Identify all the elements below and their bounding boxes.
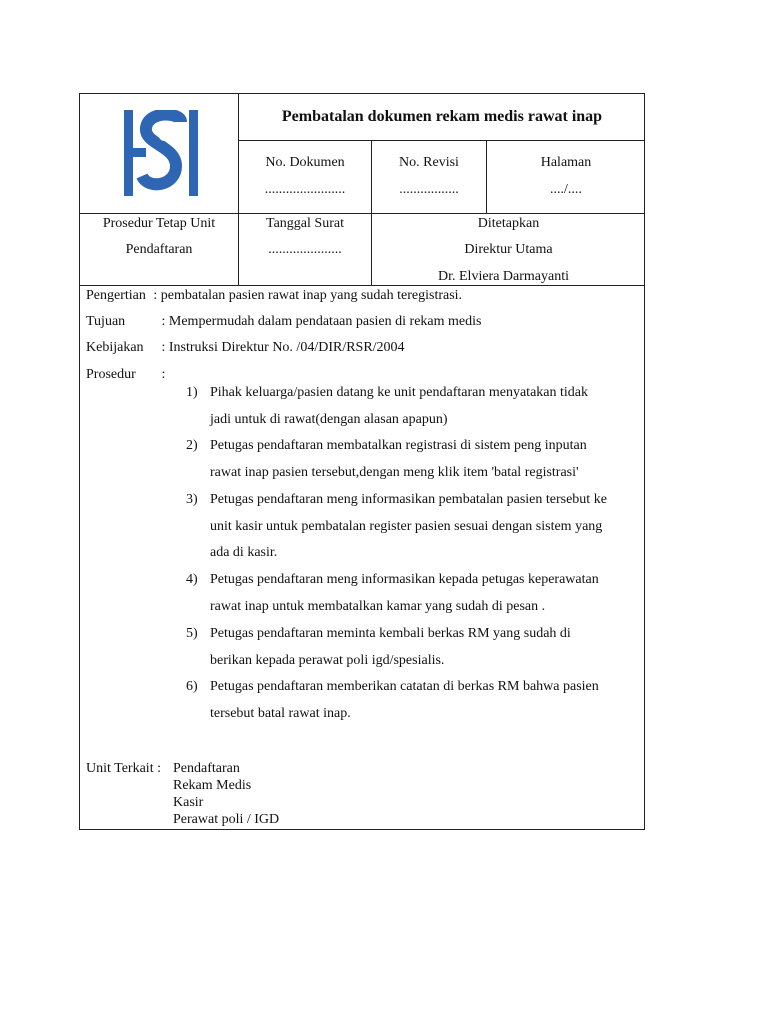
unit-label: Pendaftaran	[125, 242, 193, 257]
sop-document	[79, 93, 645, 830]
step-text: Petugas pendaftaran meminta kembali berkas RM yang sudah di	[210, 626, 571, 641]
direktur-name: Dr. Elviera Darmayanti	[438, 269, 570, 284]
prosedur-colon: :	[161, 367, 166, 382]
unit-item: Kasir	[173, 795, 204, 810]
pengertian-row	[86, 288, 462, 304]
tujuan-row	[86, 314, 481, 330]
divider	[80, 285, 645, 286]
no-revisi-value: .................	[399, 182, 459, 197]
step-text: Petugas pendaftaran membatalkan registrasi di sistem peng inputan	[210, 438, 587, 453]
unit-item: Pendaftaran	[173, 761, 240, 776]
no-revisi-label: No. Revisi	[399, 155, 459, 170]
step-text: Pihak keluarga/pasien datang ke unit pendaftaran menyatakan tidak	[210, 385, 588, 400]
prosedur-row	[86, 367, 165, 383]
unit-terkait-label: Unit Terkait :	[86, 761, 161, 776]
divider	[486, 140, 487, 213]
step-text: Petugas pendaftaran meng informasikan pembatalan pasien tersebut ke	[210, 492, 607, 507]
document-title: Pembatalan dokumen rekam medis rawat inap	[281, 108, 603, 125]
step-text: tersebut batal rawat inap.	[210, 706, 351, 721]
kebijakan-text: : Instruksi Direktur No. /04/DIR/RSR/2004	[161, 340, 405, 355]
step-number: 6)	[186, 679, 198, 694]
kebijakan-label: Kebijakan	[86, 340, 144, 355]
halaman-value: ..../....	[550, 182, 582, 197]
step-number: 5)	[186, 626, 198, 641]
tujuan-text: : Mempermudah dalam pendataan pasien di rekam medis	[161, 314, 482, 329]
ditetapkan-label: Ditetapkan	[477, 216, 540, 231]
step-text: jadi untuk di rawat(dengan alasan apapun)	[210, 412, 448, 427]
unit-item: Rekam Medis	[173, 778, 252, 793]
direktur-label: Direktur Utama	[464, 242, 553, 257]
rsi-logo-icon	[124, 110, 198, 196]
step-text: unit kasir untuk pembatalan register pasien sesuai dengan sistem yang	[210, 519, 603, 534]
step-text: rawat inap untuk membatalkan kamar yang sudah di pesan .	[210, 599, 546, 614]
divider	[80, 213, 645, 214]
no-dokumen-label: No. Dokumen	[265, 155, 345, 170]
step-text: ada di kasir.	[210, 545, 278, 560]
step-number: 4)	[186, 572, 198, 587]
pengertian-text: : pembatalan pasien rawat inap yang sudah teregistrasi.	[153, 288, 463, 303]
kebijakan-row	[86, 340, 405, 356]
step-text: rawat inap pasien tersebut,dengan meng klik item 'batal registrasi'	[210, 465, 579, 480]
divider	[238, 140, 645, 141]
tanggal-surat-label: Tanggal Surat	[266, 216, 344, 231]
no-dokumen-value: .......................	[264, 182, 346, 197]
step-number: 2)	[186, 438, 198, 453]
step-text: berikan kepada perawat poli igd/spesialis.	[210, 653, 445, 668]
step-text: Petugas pendaftaran memberikan catatan di berkas RM bahwa pasien	[210, 679, 599, 694]
step-number: 3)	[186, 492, 198, 507]
tujuan-label: Tujuan	[86, 314, 126, 329]
tanggal-surat-value: .....................	[268, 242, 342, 257]
step-number: 1)	[186, 385, 198, 400]
step-text: Petugas pendaftaran meng informasikan kepada petugas keperawatan	[210, 572, 599, 587]
prosedur-label: Prosedur	[86, 367, 136, 382]
unit-item: Perawat poli / IGD	[173, 812, 280, 827]
pengertian-label: Pengertian	[86, 288, 146, 303]
prosedur-tetap-label: Prosedur Tetap Unit	[102, 216, 216, 231]
halaman-label: Halaman	[540, 155, 592, 170]
